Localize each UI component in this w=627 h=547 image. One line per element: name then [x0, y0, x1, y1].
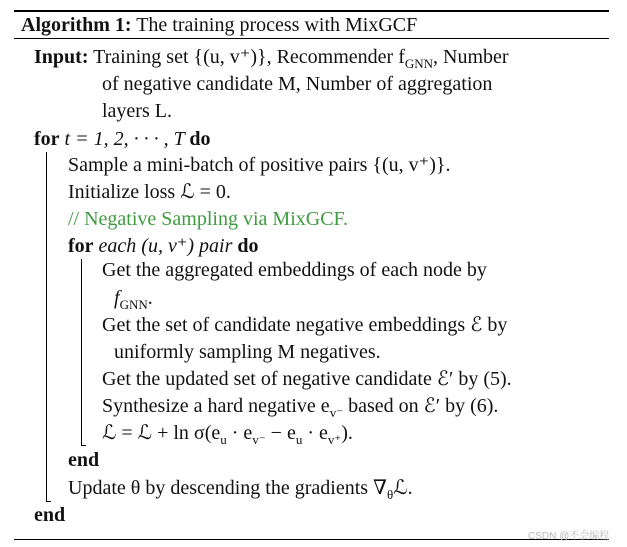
- loss-end: ).: [341, 422, 353, 444]
- outer-loop-tick: [46, 501, 51, 502]
- agg-line-1: Get the aggregated embeddings of each node by: [102, 259, 487, 281]
- loss-sub-u2: u: [295, 432, 303, 447]
- watermark: CSDN @不会编程: [528, 531, 610, 542]
- algorithm-caption: [21, 13, 417, 37]
- caption-rule: [14, 38, 609, 39]
- agg-f-sub: GNN: [119, 297, 148, 312]
- inner-loop-tick: [81, 445, 86, 446]
- inner-for-keyword: for: [68, 235, 94, 257]
- input-text-1-tail: , Number: [433, 46, 509, 68]
- cand-line-1: Get the set of candidate negative embeddings ℰ by: [102, 314, 508, 336]
- algorithm-title: The training process with MixGCF: [136, 14, 418, 36]
- inner-end: end: [68, 449, 100, 471]
- comment-line: // Negative Sampling via MixGCF.: [68, 208, 349, 230]
- loss-mid-2: − e: [265, 422, 296, 444]
- loss-mid-3: · e: [302, 422, 328, 444]
- input-line-2: of negative candidate M, Number of aggregation: [102, 73, 493, 95]
- inner-for-expr: each (u, v⁺) pair: [93, 235, 238, 257]
- init-loss-line: Initialize loss ℒ = 0.: [68, 181, 231, 203]
- synth-tail: based on ℰ′ by (6).: [343, 395, 499, 417]
- update-sub: θ: [387, 487, 394, 502]
- input-line-1: [34, 45, 509, 69]
- inner-loop-bar: [81, 259, 82, 446]
- outer-loop-bar: [46, 152, 47, 502]
- algorithm-label: Algorithm 1:: [21, 14, 132, 36]
- top-rule: [14, 10, 609, 12]
- outer-for-line: [34, 127, 211, 151]
- loss-sub-vminus: v⁻: [252, 432, 266, 447]
- inner-do-keyword: do: [237, 235, 259, 257]
- outer-end: end: [34, 504, 66, 526]
- outer-do-keyword: do: [189, 128, 211, 150]
- bottom-rule: [14, 539, 609, 540]
- input-text-1: Training set {(u, v⁺)}, Recommender f: [93, 46, 405, 68]
- cand-line-2: uniformly sampling M negatives.: [114, 341, 381, 363]
- synth-line: [102, 394, 498, 418]
- input-text-1-sub: GNN: [404, 56, 434, 71]
- loss-mid-1: · e: [226, 422, 253, 444]
- update-line: [68, 476, 413, 500]
- agg-tail: .: [147, 287, 153, 309]
- sample-line: Sample a mini-batch of positive pairs {(u, v⁺)}.: [68, 154, 451, 176]
- outer-for-expr: t = 1, 2, · · · , T: [59, 128, 190, 150]
- inner-for-line: [68, 234, 259, 258]
- input-line-3: layers L.: [102, 100, 172, 122]
- loss-start: ℒ = ℒ + ln σ(e: [102, 422, 221, 444]
- input-keyword: Input:: [34, 46, 89, 68]
- agg-line-2: [114, 286, 153, 310]
- loss-sub-u1: u: [220, 432, 227, 447]
- update-set-line: Get the updated set of negative candidate ℰ′ by (5).: [102, 368, 512, 390]
- update-tail: ℒ.: [393, 477, 413, 499]
- outer-for-keyword: for: [34, 128, 60, 150]
- update-text: Update θ by descending the gradients ∇: [68, 477, 388, 499]
- loss-sub-vplus: v⁺: [327, 432, 342, 447]
- synth-sub: v⁻: [329, 405, 344, 420]
- agg-f: f: [114, 287, 120, 309]
- loss-line: [102, 421, 353, 445]
- synth-text: Synthesize a hard negative e: [102, 395, 330, 417]
